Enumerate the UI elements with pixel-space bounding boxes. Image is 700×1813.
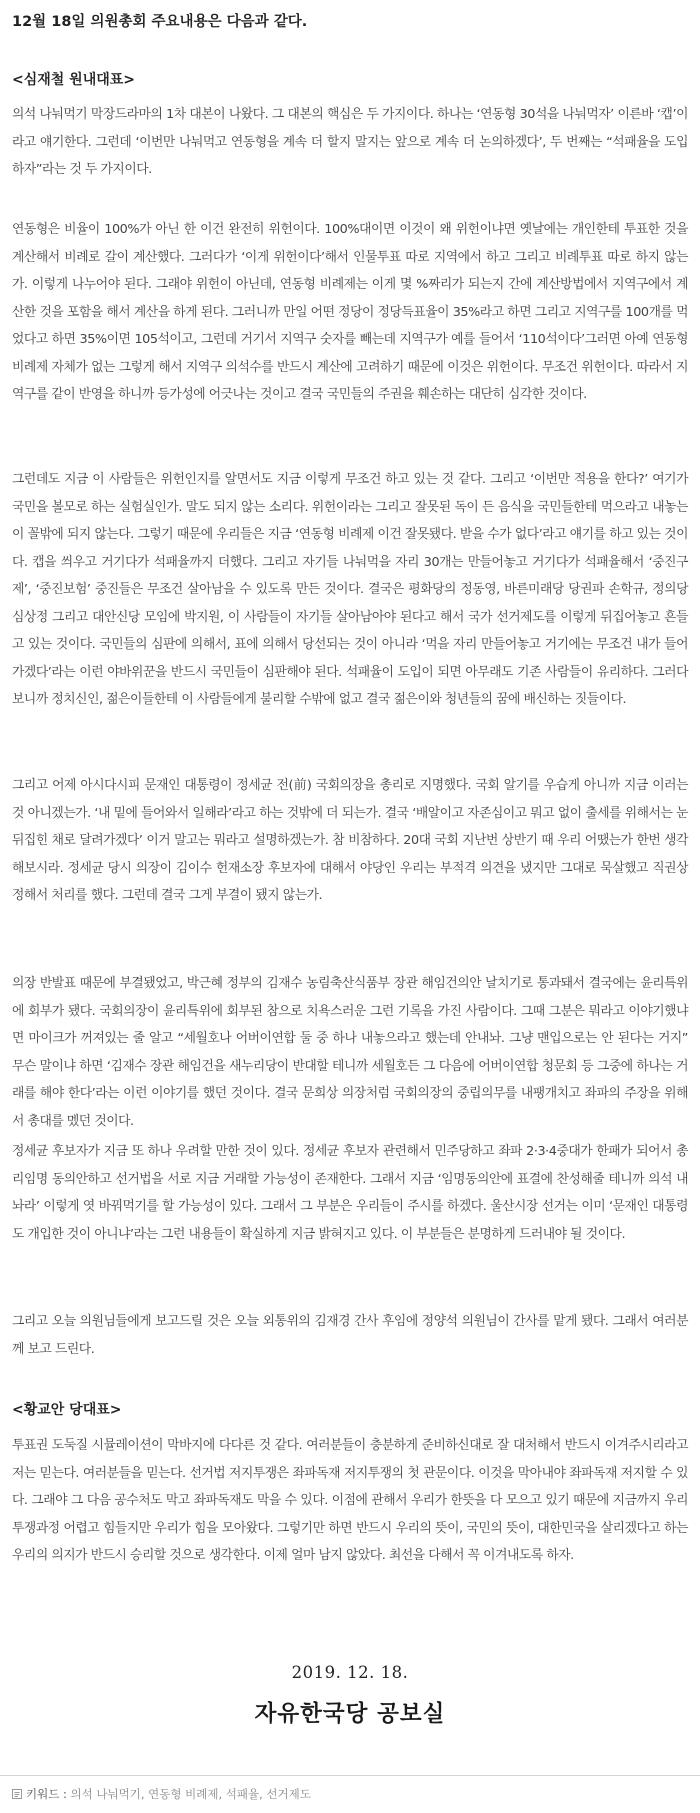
footer-divider (0, 1775, 700, 1776)
keyword-icon (12, 1789, 22, 1799)
speaker-heading-hwang: <황교안 당대표> (12, 1402, 122, 1418)
paragraph: 그리고 오늘 의원님들에게 보고드릴 것은 오늘 외통위의 김재경 간사 후임에 정양석 의원님이 간사를 맡게 됐다. 그래서 여러분께 보고 드린다. (12, 1314, 688, 1357)
paragraph: 의석 나눠먹기 막장드라마의 1차 대본이 나왔다. 그 대본의 핵심은 두 가지이다. 하나는 ‘연동형 30석을 나눠먹자’ 이른바 ‘캡’이라고 얘기한다. 그런데 ‘이번만 나눠먹고 연동형을 계속 더 할지 말지는 앞으로 계속 더 논의하겠다’, 두 번째는 “석패율을 도입하자”라는 것 두 가지이다. (12, 107, 688, 177)
keywords-list: 의석 나눠먹기, 연동형 비례제, 석패율, 선거제도 (70, 1787, 311, 1801)
paragraph: 그리고 어제 아시다시피 문재인 대통령이 정세균 전(前) 국회의장을 총리로 지명했다. 국회 알기를 우습게 아니까 지금 이러는 것 아니겠는가. ‘내 밑에 들어와서 일해라’라고 하는 것밖에 더 되는가. 결국 ‘배알이고 자존심이고 뭐고 없이 출세를 위해서는 눈 뒤집힌 채로 달려가겠다’ 이거 말고는 뭐라고 설명하겠는가. 참 비참하다. 20대 국회 지난번 상반기 때 우리 어땠는가 한번 생각해보시라. 정세균 당시 의장이 김이수 헌재소장 후보자에 대해서 야당인 우리는 부적격 의견을 냈지만 그대로 묵살했고 직권상정해서 처리를 했다. 그런데 결국 그게 부결이 됐지 않는가. (12, 778, 688, 903)
keywords-row (12, 1786, 311, 1802)
speaker-heading-shim: <심재철 원내대표> (12, 72, 136, 88)
paragraph: 정세균 후보자가 지금 또 하나 우려할 만한 것이 있다. 정세균 후보자 관련해서 민주당하고 좌파 2·3·4중대가 한패가 되어서 총리임명 동의안하고 선거법을 서로 지금 거래할 가능성이 존재한다. 그래서 지금 ‘임명동의안에 표결에 찬성해줄 테니까 의석 내놔라’ 이렇게 엿 바꿔먹기를 할 가능성이 있다. 그래서 그 부분은 우리들이 주시를 하겠다. 울산시장 선거는 이미 ‘문재인 대통령도 개입한 것이 아니냐’라는 그런 내용들이 확실하게 지금 밝혀지고 있다. 이 부분들은 분명하게 드러내야 될 것이다. (12, 1144, 689, 1242)
keywords-label: 키워드 : (26, 1787, 67, 1801)
intro-heading: 12월 18일 의원총회 주요내용은 다음과 같다. (12, 14, 308, 30)
organization-name: 자유한국당 공보실 (254, 1701, 446, 1727)
paragraph: 투표권 도둑질 시뮬레이션이 막바지에 다다른 것 같다. 여러분들이 충분하게 준비하신대로 잘 대처해서 반드시 이겨주시리라고 저는 믿는다. 여러분들을 믿는다. 선거법 저지투쟁은 좌파독재 저지투쟁의 첫 관문이다. 이것을 막아내야 좌파독재 저지할 수 있다. 그래야 그 다음 공수처도 막고 좌파독재도 막을 수 있다. 이점에 관해서 우리가 한뜻을 다 모으고 있기 때문에 지금까지 우리 투쟁과정 어렵고 힘들지만 우리가 힘을 모아왔다. 그렇기만 하면 반드시 우리의 뜻이, 국민의 뜻이, 대한민국을 살리겠다고 하는 우리의 의지가 반드시 승리할 것으로 생각한다. 이제 얼마 남지 않았다. 최선을 다해서 꼭 이겨내도록 하자. (12, 1438, 688, 1563)
paragraph: 연동형은 비율이 100%가 아닌 한 이건 완전히 위헌이다. 100%대이면 이것이 왜 위헌이냐면 옛날에는 개인한테 투표한 것을 계산해서 비례로 갈이 계산했다. 그러다가 ‘이게 위헌이다’해서 인물투표 따로 지역에서 하고 그리고 비례투표 따로 하지 않는가. 이렇게 나누어야 된다. 그래야 위헌이 아닌데, 연동형 비례제는 이게 몇 %짜리가 되는지 간에 계산방법에서 지역구에서 계산한 것을 포함을 해서 계산을 하게 된다. 그러니까 만일 어떤 정당이 정당득표율이 35%라고 하면 그리고 지역구를 100개를 먹었다고 하면 35%이면 105석이고, 그런데 거기서 지역구 숫자를 빼는데 지역구가 예를 들어서 ‘110석이다’그러면 아예 연동형 비례제 자체가 없는 그렇게 해서 지역구 의석수를 반드시 계산에 고려하기 때문에 이것은 위헌이다. 무조건 위헌이다. 따라서 지역구를 같이 반영을 하니까 등가성에 어긋나는 것이고 결국 국민들의 주권을 훼손하는 대단히 심각한 것이다. (12, 222, 688, 402)
release-date: 2019. 12. 18. (291, 1663, 409, 1682)
paragraph: 그런데도 지금 이 사람들은 위헌인지를 알면서도 지금 이렇게 무조건 하고 있는 것 같다. 그리고 ‘이번만 적용을 한다?’ 여기가 국민을 볼모로 하는 실험실인가. 말도 되지 않는 소리다. 위헌이라는 그리고 잘못된 독이 든 음식을 국민들한테 먹으라고 내놓는 이 꼴밖에 되지 않는다. 그렇기 때문에 우리들은 지금 ‘연동형 비례제 이건 잘못됐다. 받을 수가 없다’라고 얘기를 하고 있는 것이다. 캡을 씌우고 거기다가 석패율까지 더했다. 그리고 자기들 나눠먹을 자리 30개는 만들어놓고 거기다가 석패율해서 ‘중진구제’, ‘중진보험’ 중진들은 무조건 살아남을 수 있도록 만든 것이다. 결국은 평화당의 정동영, 바른미래당 당권파 손학규, 정의당 심상정 그리고 대안신당 모임에 박지원, 이 사람들이 자기들 살아남아야 된다고 해서 국가 선거제도를 이렇게 뒤집어놓고 흔들고 있는 것이다. 국민들의 심판에 의해서, 표에 의해서 당선되는 것이 아니라 ‘먹을 자리 만들어놓고 거기에는 무조건 내가 들어가겠다’라는 이런 야바위꾼을 반드시 국민들이 심판해야 된다. 석패율이 도입이 되면 아무래도 기존 사람들이 유리하다. 그러다보니까 정치신인, 젊은이들한테 이 사람들에게 불리할 수밖에 없고 결국 젊은이와 청년들의 꿈에 배신하는 짓들이다. (12, 472, 688, 707)
paragraph: 의장 반발표 때문에 부결됐었고, 박근혜 정부의 김재수 농림축산식품부 장관 해임건의안 날치기로 통과돼서 결국에는 윤리특위에 회부가 됐다. 국회의장이 윤리특위에 회부된 참으로 치욕스러운 그런 기록을 가진 사람이다. 그때 그분은 뭐라고 이야기했냐면 마이크가 꺼져있는 줄 알고 “세월호나 어버이연합 둘 중 하나 내놓으라고 했는데 안내놔. 그냥 맨입으로는 안 된다는 거지” 무슨 말이냐 하면 ‘김재수 장관 해임건을 새누리당이 반대할 테니까 세월호든 그 다음에 어버이연합 청문회 등 그중에 하나는 거래를 해야 한다’라는 이런 이야기를 했던 것이다. 결국 문희상 의장처럼 국회의장의 중립의무를 내팽개치고 좌파의 주장을 위해서 총대를 멨던 것이다. (12, 976, 688, 1129)
